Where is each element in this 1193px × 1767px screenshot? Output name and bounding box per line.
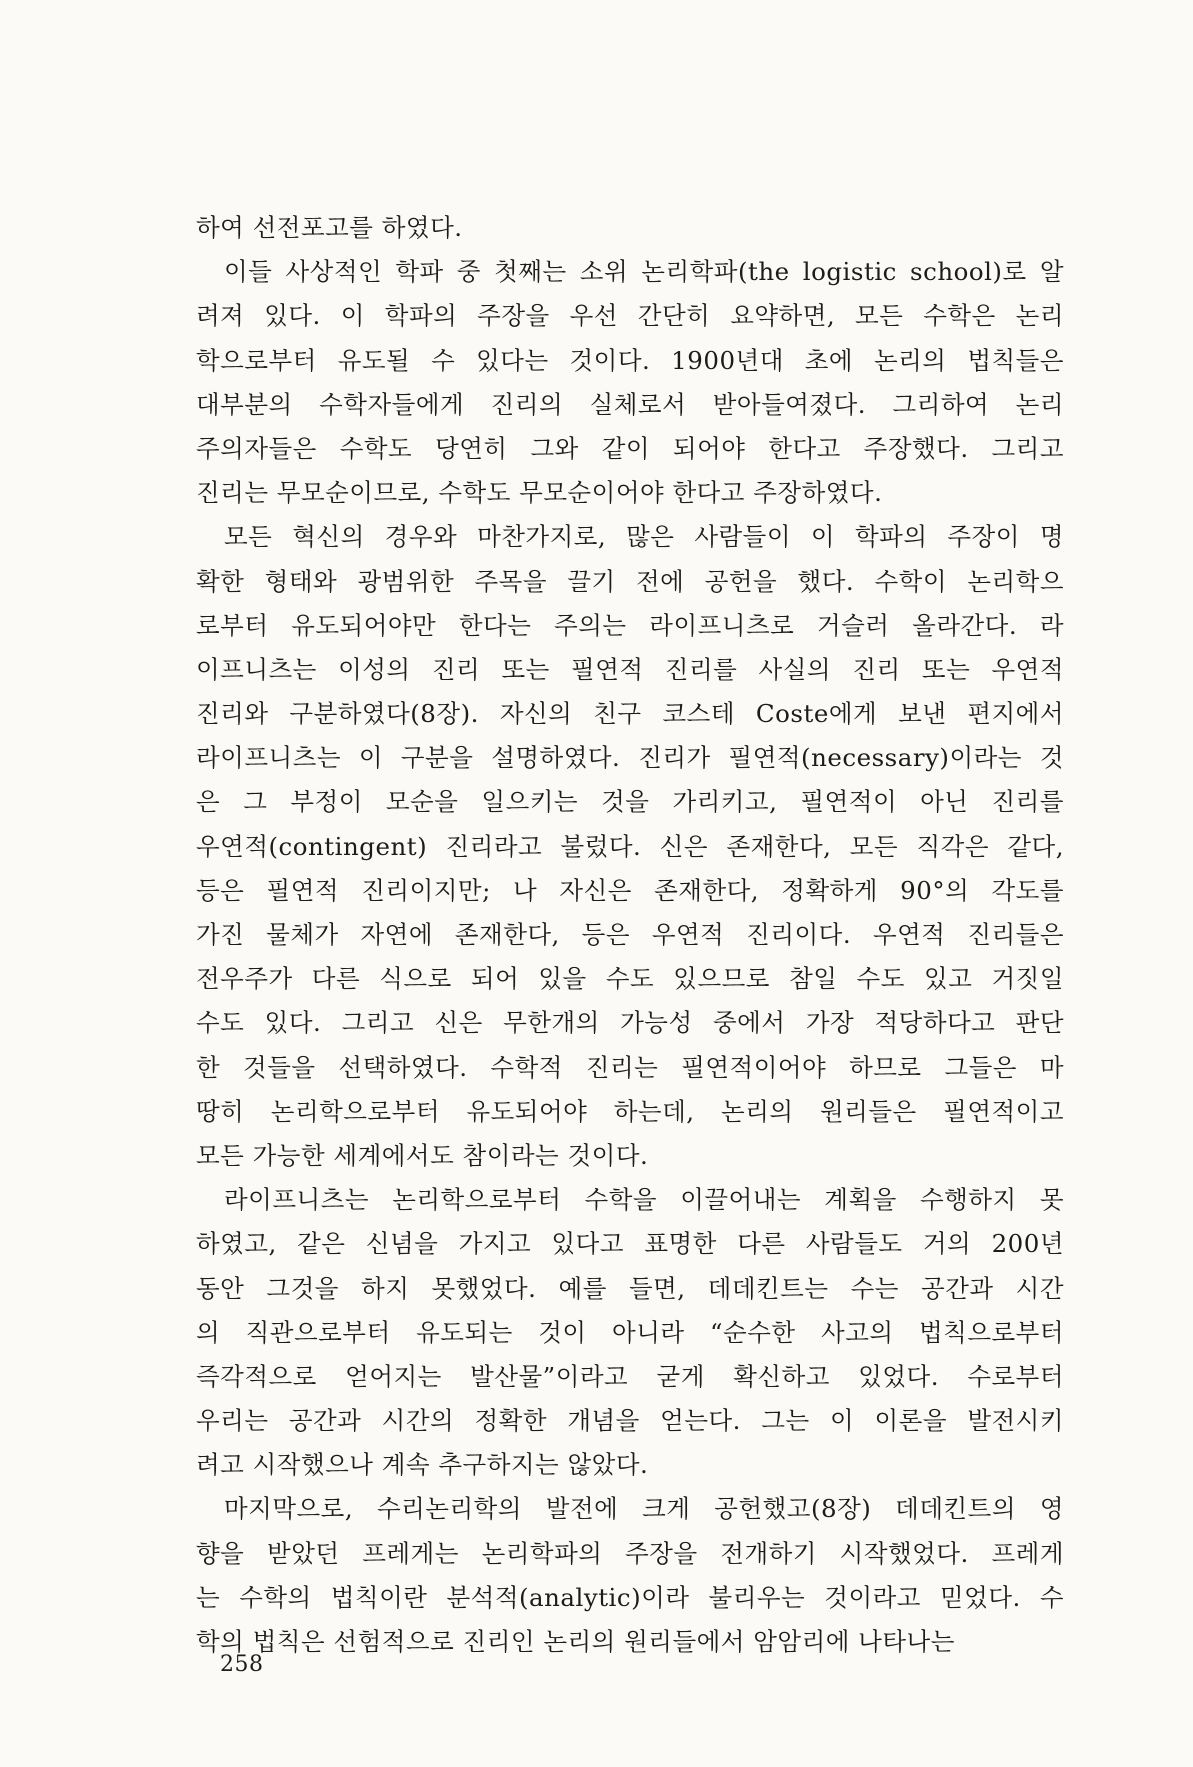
text-line: 모든 가능한 세계에서도 참이라는 것이다. [196,1140,649,1170]
text-line: 로부터 유도되어야만 한다는 주의는 라이프니츠로 거슬러 올라간다. 라 [196,610,1064,640]
text-line: 우연적(contingent) 진리라고 불렀다. 신은 존재한다, 모든 직각은 같다, [196,831,1064,861]
text-line: 대부분의 수학자들에게 진리의 실체로서 받아들여졌다. 그리하여 논리 [196,389,1064,419]
text-line: 우리는 공간과 시간의 정확한 개념을 얻는다. 그는 이 이론을 발전시키 [196,1406,1064,1436]
text-line: 수도 있다. 그리고 신은 무한개의 가능성 중에서 가장 적당하다고 판단 [196,1008,1064,1038]
text-line: 학의 법칙은 선험적으로 진리인 논리의 원리들에서 암암리에 나타나는 [196,1627,955,1656]
text-line: 향을 받았던 프레게는 논리학파의 주장을 전개하기 시작했었다. 프레게 [196,1538,1064,1568]
paragraph [196,1487,1064,1664]
text-line: 가진 물체가 자연에 존재한다, 등은 우연적 진리이다. 우연적 진리들은 [196,920,1064,949]
text-line: 확한 형태와 광범위한 주목을 끌기 전에 공헌을 했다. 수학이 논리학으 [196,566,1064,596]
text-line: 의 직관으로부터 유도되는 것이 아니라 “순수한 사고의 법칙으로부터 [196,1317,1064,1347]
text-line: 마지막으로, 수리논리학의 발전에 크게 공헌했고(8장) 데데킨트의 영 [224,1494,1064,1524]
text-line: 는 수학의 법칙이란 분석적(analytic)이라 불리우는 것이라고 믿었다. 수 [196,1582,1064,1612]
text-line: 진리는 무모순이므로, 수학도 무모순이어야 한다고 주장하였다. [196,478,883,508]
text-line: 려져 있다. 이 학파의 주장을 우선 간단히 요약하면, 모든 수학은 논리 [196,301,1064,331]
text-line: 이프니츠는 이성의 진리 또는 필연적 진리를 사실의 진리 또는 우연적 [196,654,1064,684]
paragraph [196,1178,1064,1487]
text-line: 하여 선전포고를 하였다. [196,213,463,242]
text-line: 모든 혁신의 경우와 마찬가지로, 많은 사람들이 이 학파의 주장이 명 [224,522,1064,552]
text-line: 진리와 구분하였다(8장). 자신의 친구 코스테 Coste에게 보낸 편지에서 [196,699,1064,729]
text-line: 즉각적으로 얻어지는 발산물”이라고 굳게 확신하고 있었다. 수로부터 [196,1361,1064,1391]
body-text [196,206,1064,1664]
text-line: 학으로부터 유도될 수 있다는 것이다. 1900년대 초에 논리의 법칙들은 [196,345,1064,375]
text-line: 전우주가 다른 식으로 되어 있을 수도 있으므로 참일 수도 있고 거짓일 [196,964,1064,994]
text-line: 주의자들은 수학도 당연히 그와 같이 되어야 한다고 주장했다. 그리고 [196,433,1064,463]
text-line: 땅히 논리학으로부터 유도되어야 하는데, 논리의 원리들은 필연적이고 [196,1096,1064,1126]
text-line: 려고 시작했으나 계속 추구하지는 않았다. [196,1450,649,1480]
text-line: 한 것들을 선택하였다. 수학적 진리는 필연적이어야 하므로 그들은 마 [196,1052,1064,1082]
text-line: 라이프니츠는 논리학으로부터 수학을 이끌어내는 계획을 수행하지 못 [224,1185,1064,1215]
paragraph [196,250,1064,515]
text-line: 등은 필연적 진리이지만; 나 자신은 존재한다, 정확하게 90°의 각도를 [196,875,1064,905]
text-line: 동안 그것을 하지 못했었다. 예를 들면, 데데킨트는 수는 공간과 시간 [196,1273,1064,1303]
text-line: 은 그 부정이 모순을 일으키는 것을 가리키고, 필연적이 아닌 진리를 [196,787,1064,817]
page-number: 258 [220,1652,264,1677]
text-line: 라이프니츠는 이 구분을 설명하였다. 진리가 필연적(necessary)이라는 것 [196,743,1064,773]
paragraph [196,515,1064,1178]
text-line: 이들 사상적인 학파 중 첫째는 소위 논리학파(the logistic school)로 알 [224,257,1064,287]
text-line: 하였고, 같은 신념을 가지고 있다고 표명한 다른 사람들도 거의 200년 [196,1229,1064,1259]
paragraph [196,206,1064,250]
